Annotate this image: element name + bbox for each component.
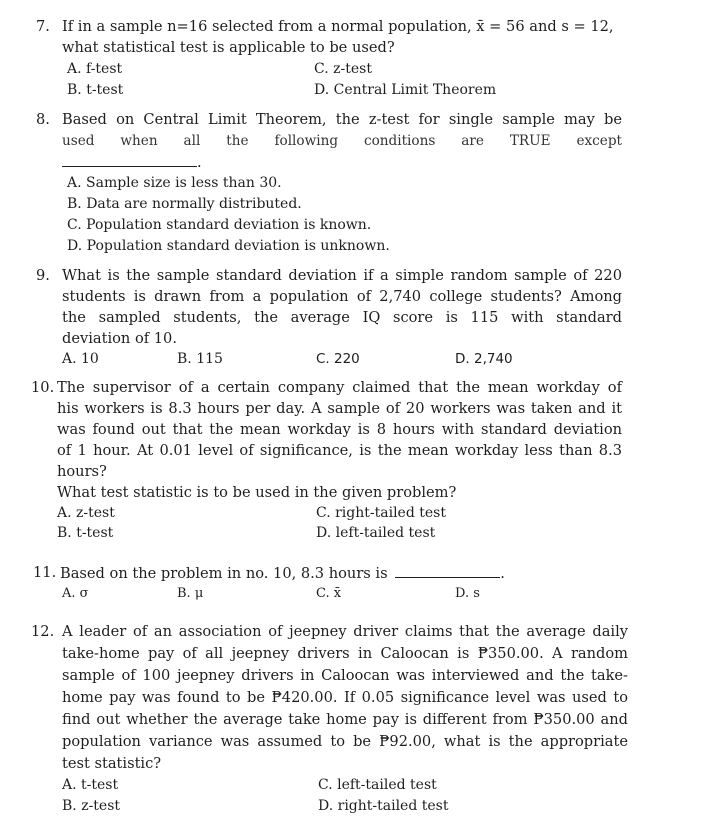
- question-text-line: test statistic?: [62, 755, 162, 772]
- question-text-line: of 1 hour. At 0.01 level of significance, is the mean workday less than 8.3: [57, 442, 622, 459]
- question-text-line: his workers is 8.3 hours per day. A sample of 20 workers was taken and it: [57, 400, 622, 417]
- question-number: 11.: [33, 564, 57, 581]
- answer-blank: [395, 563, 500, 578]
- option-b: B. μ: [177, 586, 204, 601]
- option-c: C. right-tailed test: [316, 505, 446, 521]
- question-text-line: Based on Central Limit Theorem, the z-test for single sample may be: [62, 111, 622, 128]
- option-a: A. z-test: [57, 505, 115, 521]
- option-a: A. f-test: [67, 61, 123, 77]
- question-text-line: What test statistic is to be used in the given problem?: [57, 484, 457, 501]
- question-text-line: deviation of 10.: [62, 330, 177, 347]
- option-d: D. left-tailed test: [316, 525, 436, 541]
- question-number: 7.: [36, 18, 50, 35]
- question-text-line: If in a sample n=16 selected from a normal population, x̄ = 56 and s = 12,: [62, 18, 614, 35]
- option-b: B. Data are normally distributed.: [67, 196, 302, 212]
- option-a: A. σ: [62, 586, 89, 601]
- option-b: B. t-test: [57, 525, 114, 541]
- question-text-line: A leader of an association of jeepney driver claims that the average daily: [62, 623, 628, 640]
- option-c: C. Population standard deviation is known.: [67, 217, 372, 233]
- option-b: B. 115: [177, 351, 223, 367]
- answer-blank: [62, 152, 202, 173]
- option-d: D. Central Limit Theorem: [314, 82, 497, 98]
- option-c: C. x̄: [316, 586, 342, 601]
- blank-period: .: [500, 565, 505, 582]
- option-d: D. s: [455, 586, 480, 601]
- question-text-line: find out whether the average take home pay is different from ₱350.00 and: [62, 711, 628, 728]
- option-d: D. 2,740: [455, 351, 513, 367]
- option-d: D. right-tailed test: [318, 798, 449, 814]
- option-b: B. z-test: [62, 798, 121, 814]
- question-text-line: take-home pay of all jeepney drivers in Caloocan is ₱350.00. A random: [62, 645, 628, 662]
- question-number: 8.: [36, 111, 50, 128]
- option-a: A. 10: [62, 351, 99, 367]
- question-text-line: [60, 563, 505, 584]
- question-number: 12.: [31, 623, 55, 640]
- question-text-line: hours?: [57, 463, 107, 480]
- question-text-line: population variance was assumed to be ₱92.00, what is the appropriate: [62, 733, 628, 750]
- option-c: C. 220: [316, 351, 360, 367]
- question-text-line: the sampled students, the average IQ score is 115 with standard: [62, 309, 622, 326]
- question-text-line: What is the sample standard deviation if a simple random sample of 220: [62, 267, 622, 284]
- question-text-line: home pay was found to be ₱420.00. If 0.05 significance level was used to: [62, 689, 628, 706]
- question-text: Based on the problem in no. 10, 8.3 hours is: [60, 565, 388, 582]
- option-b: B. t-test: [67, 82, 124, 98]
- option-a: A. t-test: [62, 777, 119, 793]
- blank-period: .: [197, 154, 202, 171]
- option-d: D. Population standard deviation is unknown.: [67, 238, 390, 254]
- option-a: A. Sample size is less than 30.: [67, 175, 282, 191]
- question-text-line: used when all the following conditions are TRUE except: [62, 133, 622, 149]
- question-text-line: The supervisor of a certain company claimed that the mean workday of: [57, 379, 622, 396]
- question-number: 10.: [31, 379, 55, 396]
- question-text-line: was found out that the mean workday is 8 hours with standard deviation: [57, 421, 622, 438]
- option-c: C. left-tailed test: [318, 777, 437, 793]
- option-c: C. z-test: [314, 61, 372, 77]
- question-text-line: students is drawn from a population of 2,740 college students? Among: [62, 288, 622, 305]
- question-text-line: what statistical test is applicable to be used?: [62, 39, 395, 56]
- question-number: 9.: [36, 267, 50, 284]
- question-text-line: sample of 100 jeepney drivers in Caloocan was interviewed and the take-: [62, 667, 628, 684]
